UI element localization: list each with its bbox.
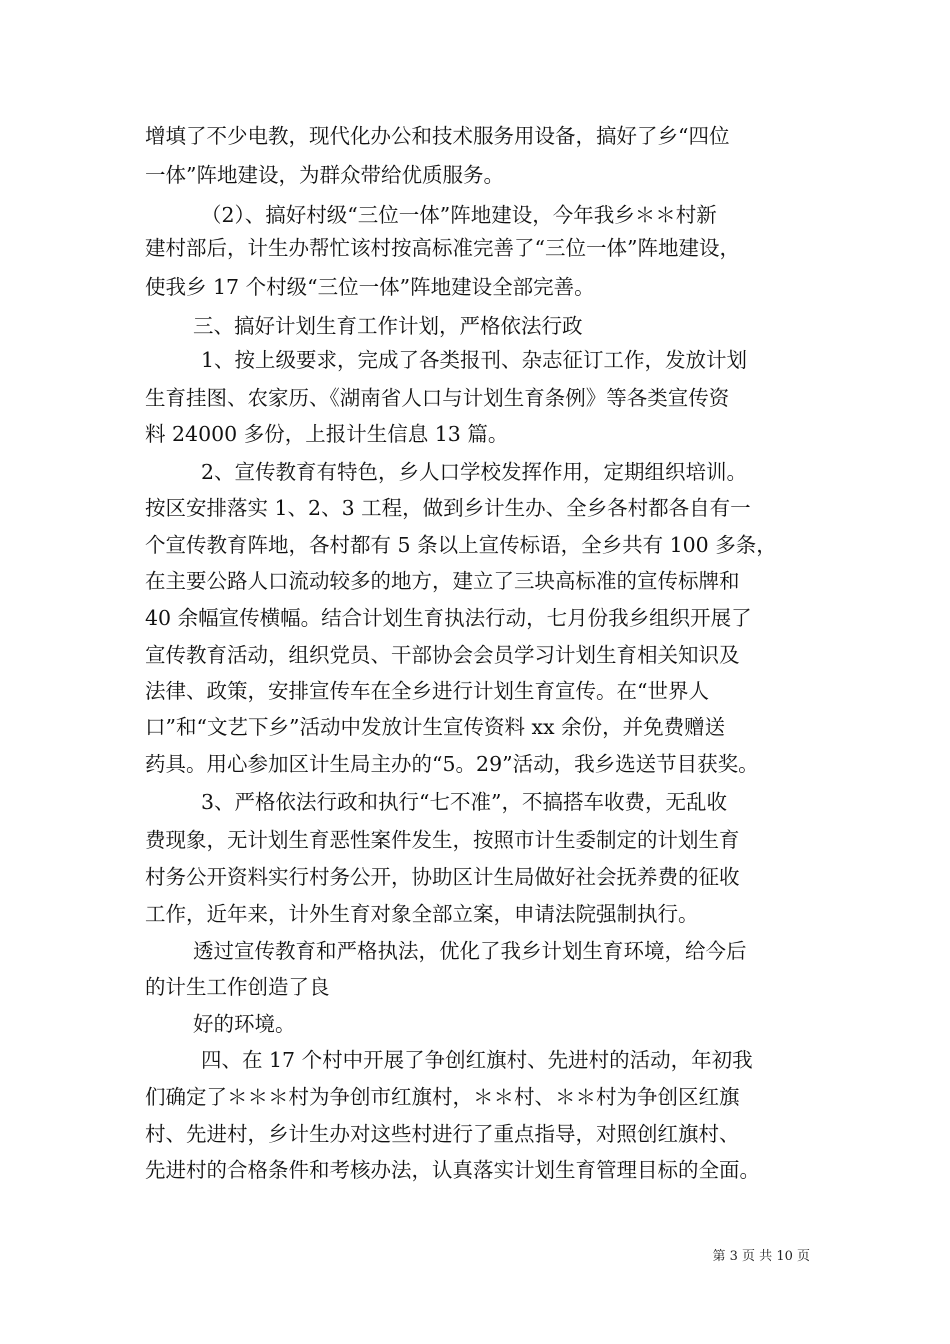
text-line: 费现象，无计划生育恶性案件发生，按照市计生委制定的计划生育 <box>145 828 740 852</box>
text-line: 使我乡 17 个村级“三位一体”阵地建设全部完善。 <box>145 275 595 299</box>
text-line: 个宣传教育阵地，各村都有 5 条以上宣传标语，全乡共有 100 多条， <box>145 533 777 557</box>
section-heading: 四、在 17 个村中开展了争创红旗村、先进村的活动，年初我 <box>201 1048 753 1072</box>
text-line: 1、按上级要求，完成了各类报刊、杂志征订工作，发放计划 <box>201 348 748 372</box>
text-line: 2、宣传教育有特色，乡人口学校发挥作用，定期组织培训。 <box>201 460 748 484</box>
text-line: 增填了不少电教，现代化办公和技术服务用设备，搞好了乡“四位 <box>145 124 730 148</box>
text-line: 工作，近年来，计外生育对象全部立案，申请法院强制执行。 <box>145 902 699 926</box>
text-line: 料 24000 多份，上报计生信息 13 篇。 <box>145 422 509 446</box>
section-heading: 三、搞好计划生育工作计划，严格依法行政 <box>193 314 583 338</box>
text-line: 一体”阵地建设，为群众带给优质服务。 <box>145 163 504 187</box>
text-line: 40 余幅宣传横幅。结合计划生育执法行动，七月份我乡组织开展了 <box>145 606 752 630</box>
text-line: 先进村的合格条件和考核办法，认真落实计划生育管理目标的全面。 <box>145 1158 760 1182</box>
text-line: 在主要公路人口流动较多的地方，建立了三块高标准的宣传标牌和 <box>145 569 740 593</box>
text-line: 口”和“文艺下乡”活动中发放计生宣传资料 xx 余份，并免费赠送 <box>145 715 726 739</box>
page-number: 第 3 页 共 10 页 <box>712 1249 810 1264</box>
text-line: 好的环境。 <box>193 1012 296 1036</box>
text-line: 药具。用心参加区计生局主办的“5。29”活动，我乡选送节目获奖。 <box>145 752 759 776</box>
text-line: 村务公开资料实行村务公开，协助区计生局做好社会抚养费的征收 <box>145 865 740 889</box>
text-line: 法律、政策，安排宣传车在全乡进行计划生育宣传。在“世界人 <box>145 679 709 703</box>
text-line: 们确定了＊＊＊村为争创市红旗村，＊＊村、＊＊村为争创区红旗 <box>145 1085 740 1109</box>
text-line: 建村部后，计生办帮忙该村按高标准完善了“三位一体”阵地建设， <box>145 236 740 260</box>
text-line: 按区安排落实 1、2、3 工程，做到乡计生办、全乡各村都各自有一 <box>145 496 751 520</box>
text-line: 宣传教育活动，组织党员、干部协会会员学习计划生育相关知识及 <box>145 643 740 667</box>
text-line: 生育挂图、农家历、《湖南省人口与计划生育条例》等各类宣传资 <box>145 386 730 410</box>
text-line: 透过宣传教育和严格执法，优化了我乡计划生育环境，给今后 <box>193 939 747 963</box>
text-line: 村、先进村，乡计生办对这些村进行了重点指导，对照创红旗村、 <box>145 1122 740 1146</box>
text-line: （2）、搞好村级“三位一体”阵地建设，今年我乡＊＊村新 <box>201 203 717 227</box>
text-line: 的计生工作创造了良 <box>145 975 330 999</box>
text-line: 3、严格依法行政和执行“七不准”，不搞搭车收费，无乱收 <box>201 790 728 814</box>
